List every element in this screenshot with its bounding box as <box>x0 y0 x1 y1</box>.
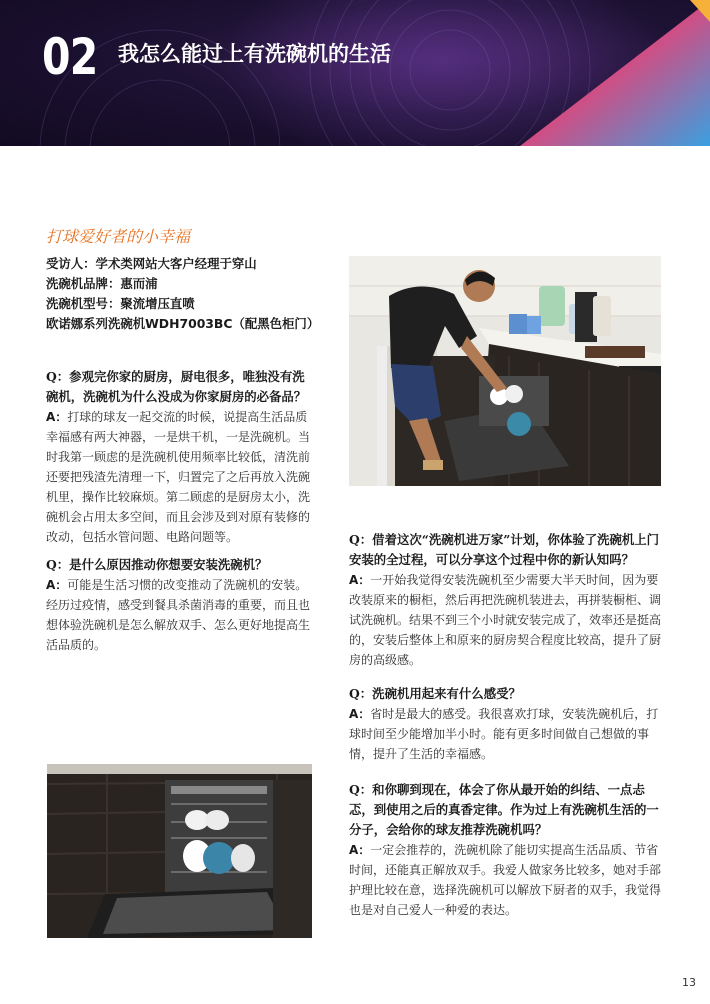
answer-3 <box>349 570 663 670</box>
question-5: Q：和你聊到现在，体会了你从最开始的纠结、一点忐忑，到使用之后的真香定律。作为过上有洗碗机生活的一分子，会给你的球友推荐洗碗机吗？ <box>349 782 659 837</box>
answer-4 <box>349 704 663 764</box>
answer-1-prefix: A： <box>46 410 68 424</box>
answer-2 <box>46 575 314 655</box>
answer-2-text: 可能是生活习惯的改变推动了洗碗机的安装。经历过疫情，感受到餐具杀菌消毒的重要，而且也想体验洗碗机是怎么解放双手、怎么更好地提高生活品质的。 <box>46 578 311 652</box>
answer-2-prefix: A： <box>46 578 68 592</box>
qa-block-1 <box>46 367 314 547</box>
question-4: Q：洗碗机用起来有什么感受？ <box>349 686 521 701</box>
photo-man-loading-dishwasher <box>349 256 661 486</box>
info-interviewee: 受访人：学术类网站大客户经理于穿山 <box>46 256 257 271</box>
section-title: 我怎么能过上有洗碗机的生活 <box>118 41 391 66</box>
qa-block-5 <box>349 780 663 920</box>
answer-1-text: 打球的球友一起交流的时候，说提高生活品质幸福感有两大神器，一是烘干机，一是洗碗机。当时我第一顾虑的是洗碗机使用频率比较低，清洗前还要把残渣先清理一下，归置完了之后再放入洗碗机里，操作比较麻烦。第二顾虑的是厨房太小，洗碗机会占用太多空间，而且会涉及到对原有装修的改动，包括水管问题、电路问题等。 <box>46 410 311 544</box>
question-2: Q：是什么原因推动你想要安装洗碗机？ <box>46 557 268 572</box>
header-banner <box>0 0 710 146</box>
photo-dishwasher-open <box>47 764 312 938</box>
info-series: 欧诺娜系列洗碗机WDH7003BC（配黑色柜门） <box>46 316 320 331</box>
interviewee-info <box>46 254 319 334</box>
question-3: Q：借着这次“洗碗机进万家”计划，你体验了洗碗机上门安装的全过程，可以分享这个过程中你的新认知吗？ <box>349 532 660 567</box>
info-brand: 洗碗机品牌：惠而浦 <box>46 276 158 291</box>
answer-4-prefix: A： <box>349 707 371 721</box>
answer-5 <box>349 840 663 920</box>
answer-1 <box>46 407 314 547</box>
qa-block-3 <box>349 530 663 670</box>
qa-block-4 <box>349 684 663 764</box>
section-number: 02 <box>42 28 98 86</box>
page-number: 13 <box>682 976 696 989</box>
answer-5-text: 一定会推荐的，洗碗机除了能切实提高生活品质、节省时间，还能真正解放双手。我爱人做家务比较多，她对手部护理比较在意，选择洗碗机可以解放下厨者的双手，我觉得也是对自己爱人一种爱的表达。 <box>349 843 662 917</box>
info-model: 洗碗机型号：聚流增压直喷 <box>46 296 195 311</box>
qa-block-2 <box>46 555 314 655</box>
answer-4-text: 省时是最大的感受。我很喜欢打球，安装洗碗机后，打球时间至少能增加半小时。能有更多时间做自己想做的事情，提升了生活的幸福感。 <box>349 707 659 761</box>
banner-decoration <box>0 0 710 146</box>
answer-5-prefix: A： <box>349 843 371 857</box>
answer-3-text: 一开始我觉得安装洗碗机至少需要大半天时间，因为要改装原来的橱柜，然后再把洗碗机装进去，再拼装橱柜、调试洗碗机。结果不到三个小时就安装完成了，效率还是挺高的，安装后整体上和原来的厨房契合程度比较高，提升了厨房的高级感。 <box>349 573 662 667</box>
question-1: Q：参观完你家的厨房，厨电很多，唯独没有洗碗机，洗碗机为什么没成为你家厨房的必备品？ <box>46 369 307 404</box>
answer-3-prefix: A： <box>349 573 371 587</box>
article-subtitle: 打球爱好者的小幸福 <box>46 227 191 246</box>
